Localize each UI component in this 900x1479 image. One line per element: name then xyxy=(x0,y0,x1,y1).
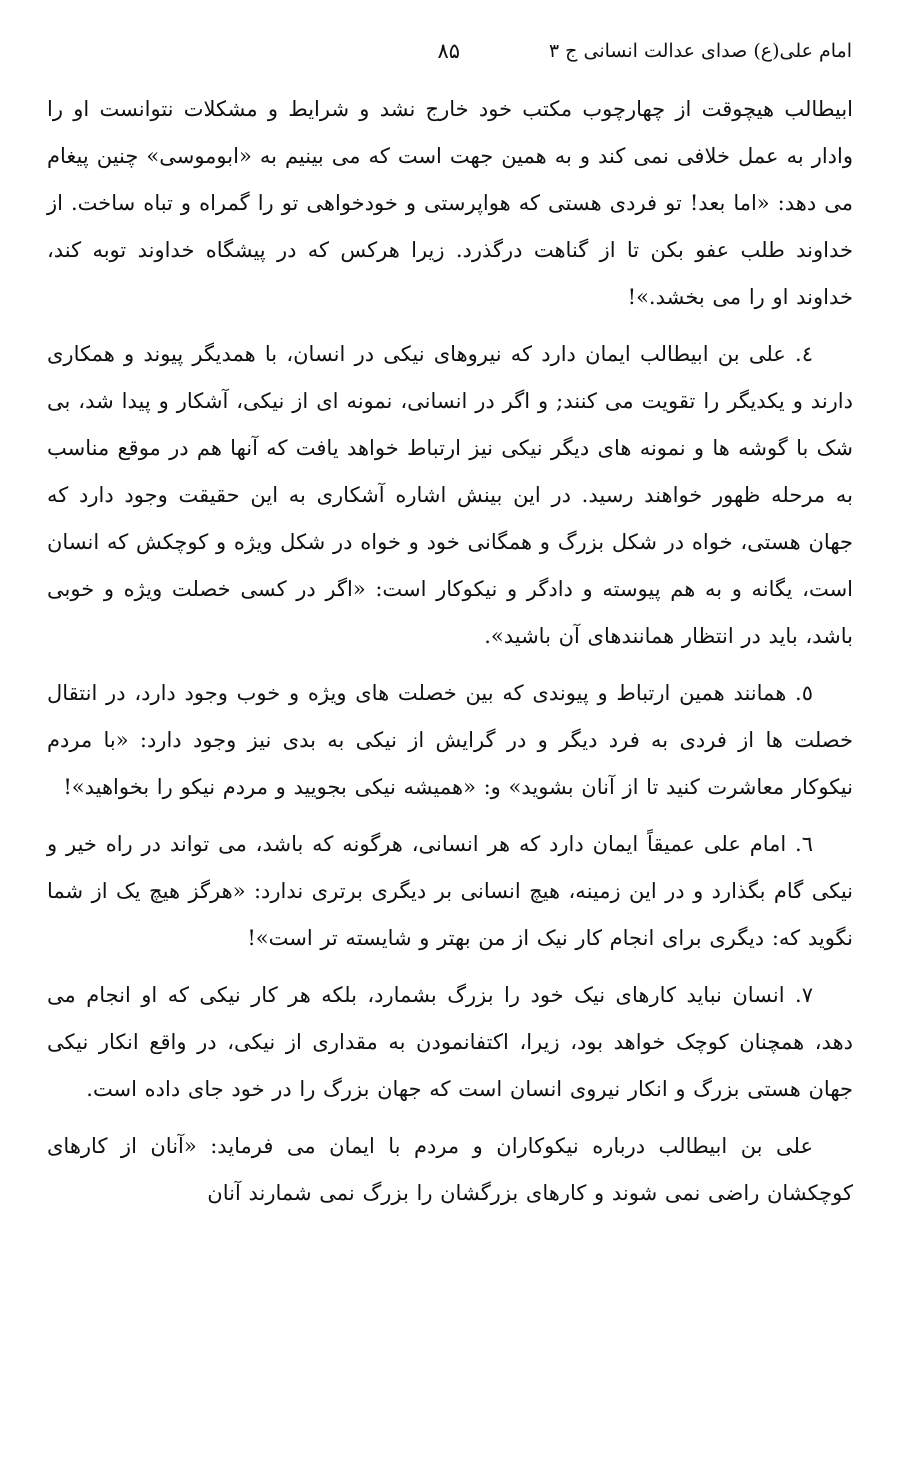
paragraph-closing: علی بن ابیطالب درباره نیکوکاران و مردم با ایمان می فرماید: «آنان از کارهای کوچکشان راضی نمی شوند و کارهای بزرگشان را بزرگ نمی شمارند آنان xyxy=(47,1134,853,1205)
paragraph-point-6: ٦. امام علی عمیقاً ایمان دارد که هر انسانی، هرگونه که باشد، می تواند در راه خیر و نیکی گام بگذارد و در این زمینه، هیچ انسانی بر دیگری برتری ندارد: «هرگز هیچ یک از شما نگوید که: دیگری برای انجام کار نیک از من بهتر و شایسته تر است»! xyxy=(47,832,853,950)
paragraph-point-4: ٤. علی بن ابیطالب ایمان دارد که نیروهای نیکی در انسان، با همدیگر پیوند و همکاری دارند و یکدیگر را تقویت می کنند; و اگر در انسانی، نمونه ای از نیکی، آشکار و پیدا شد، بی شک با گوشه ها و نمونه های دیگر نیکی نیز ارتباط خواهد یافت که آنها هم در موقع مناسب به مرحله ظهور خواهند رسید. در این بینش اشاره آشکاری به این حقیقت وجود دارد که جهان هستی، خواه در شکل بزرگ و همگانی خود و خواه در شکل ویژه و کوچکش که انسان است، یگانه و به هم پیوسته و دادگر و نیکوکار است: «اگر در کسی خصلت ویژه و خوبی باشد، باید در انتظار همانندهای آن باشید». xyxy=(47,342,853,648)
running-header xyxy=(48,36,852,66)
paragraph-continuation: ابیطالب هیچوقت از چهارچوب مکتب خود خارج نشد و شرایط و مشکلات نتوانست او را وادار به عمل خلافی نمی کند و به همین جهت است که می بینیم به «ابوموسی» چنین پیغام می دهد: «اما بعد! تو فردی هستی که هواپرستی و خودخواهی تو را گمراه و تباه ساخت. از خداوند طلب عفو بکن تا از گناهت درگذرد. زیرا هرکس که در پیشگاه خداوند توبه کند، خداوند او را می بخشد.»! xyxy=(47,97,853,309)
book-title: امام علی(ع) صدای عدالت انسانی ج ۳ xyxy=(548,40,852,62)
page-number: ۸۵ xyxy=(437,39,460,63)
body-text xyxy=(47,86,853,1227)
paragraph-point-7: ٧. انسان نباید کارهای نیک خود را بزرگ بشمارد، بلکه هر کار نیکی که او انجام می دهد، همچنان کوچک خواهد بود، زیرا، اکتفانمودن به مقداری از نیکی، در واقع انکار نیکی جهان هستی بزرگ و انکار نیروی انسان است که جهان بزرگ را در خود جای داده است. xyxy=(47,983,853,1101)
paragraph-point-5: ٥. همانند همین ارتباط و پیوندی که بین خصلت های ویژه و خوب وجود دارد، در انتقال خصلت ها از فردی به فرد دیگر و در گرایش از نیکی به بدی نیز وجود دارد: «با مردم نیکوکار معاشرت کنید تا از آنان بشوید» و: «همیشه نیکی بجویید و مردم نیکو را بخواهید»! xyxy=(47,681,853,799)
